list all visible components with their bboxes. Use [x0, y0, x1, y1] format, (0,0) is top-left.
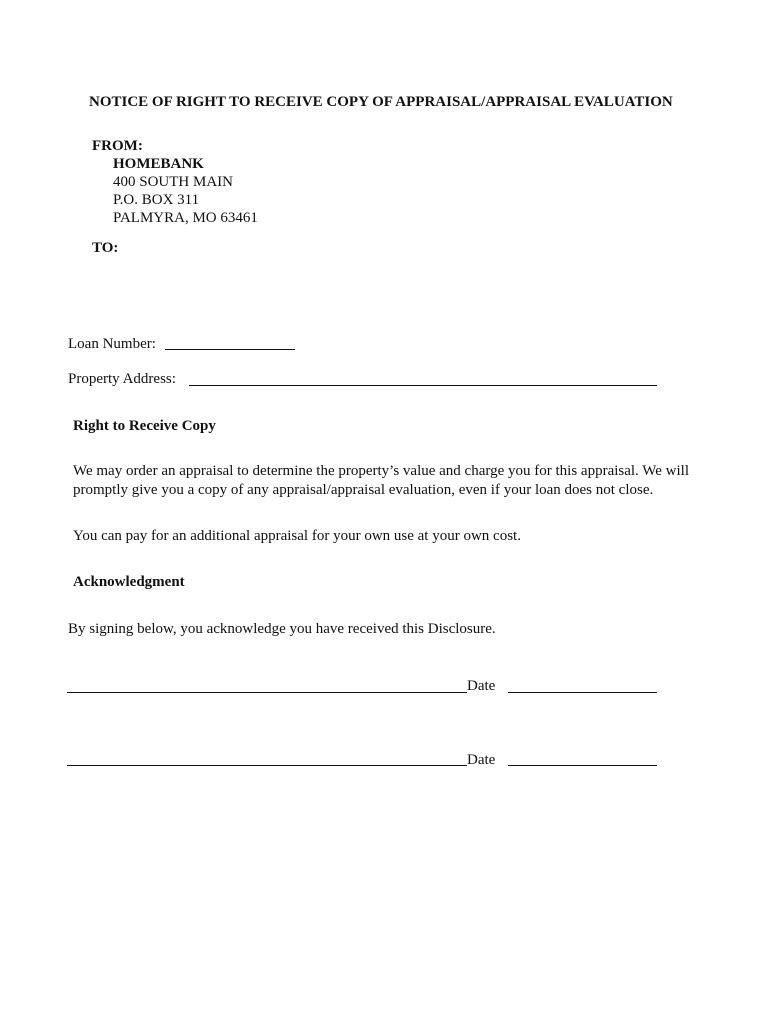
- right-to-receive-heading: Right to Receive Copy: [73, 418, 216, 434]
- signature-line-2[interactable]: [67, 765, 467, 766]
- sender-address-line2: P.O. BOX 311: [113, 192, 200, 208]
- date-field-1[interactable]: [508, 692, 657, 693]
- date-label-1: Date: [467, 678, 496, 694]
- loan-number-field[interactable]: [165, 349, 295, 350]
- sender-address-line3: PALMYRA, MO 63461: [113, 210, 258, 226]
- date-field-2[interactable]: [508, 765, 657, 766]
- sender-name: HOMEBANK: [113, 156, 204, 172]
- to-label: TO:: [92, 240, 119, 256]
- property-address-field[interactable]: [189, 385, 657, 386]
- document-title: NOTICE OF RIGHT TO RECEIVE COPY OF APPRAISAL/APPRAISAL EVALUATION: [89, 94, 673, 110]
- right-to-receive-paragraph-line1: We may order an appraisal to determine the property’s value and charge you for this appraisal. We will: [73, 463, 689, 479]
- sender-address-line1: 400 SOUTH MAIN: [113, 174, 233, 190]
- from-label: FROM:: [92, 138, 143, 154]
- additional-appraisal-paragraph: You can pay for an additional appraisal for your own use at your own cost.: [73, 528, 521, 544]
- acknowledgment-heading: Acknowledgment: [73, 574, 185, 590]
- property-address-label: Property Address:: [68, 371, 176, 387]
- loan-number-label: Loan Number:: [68, 336, 156, 352]
- date-label-2: Date: [467, 752, 496, 768]
- signature-line-1[interactable]: [67, 692, 467, 693]
- right-to-receive-paragraph-line2: promptly give you a copy of any appraisal/appraisal evaluation, even if your loan does not close.: [73, 482, 654, 498]
- acknowledgment-text: By signing below, you acknowledge you have received this Disclosure.: [68, 621, 496, 637]
